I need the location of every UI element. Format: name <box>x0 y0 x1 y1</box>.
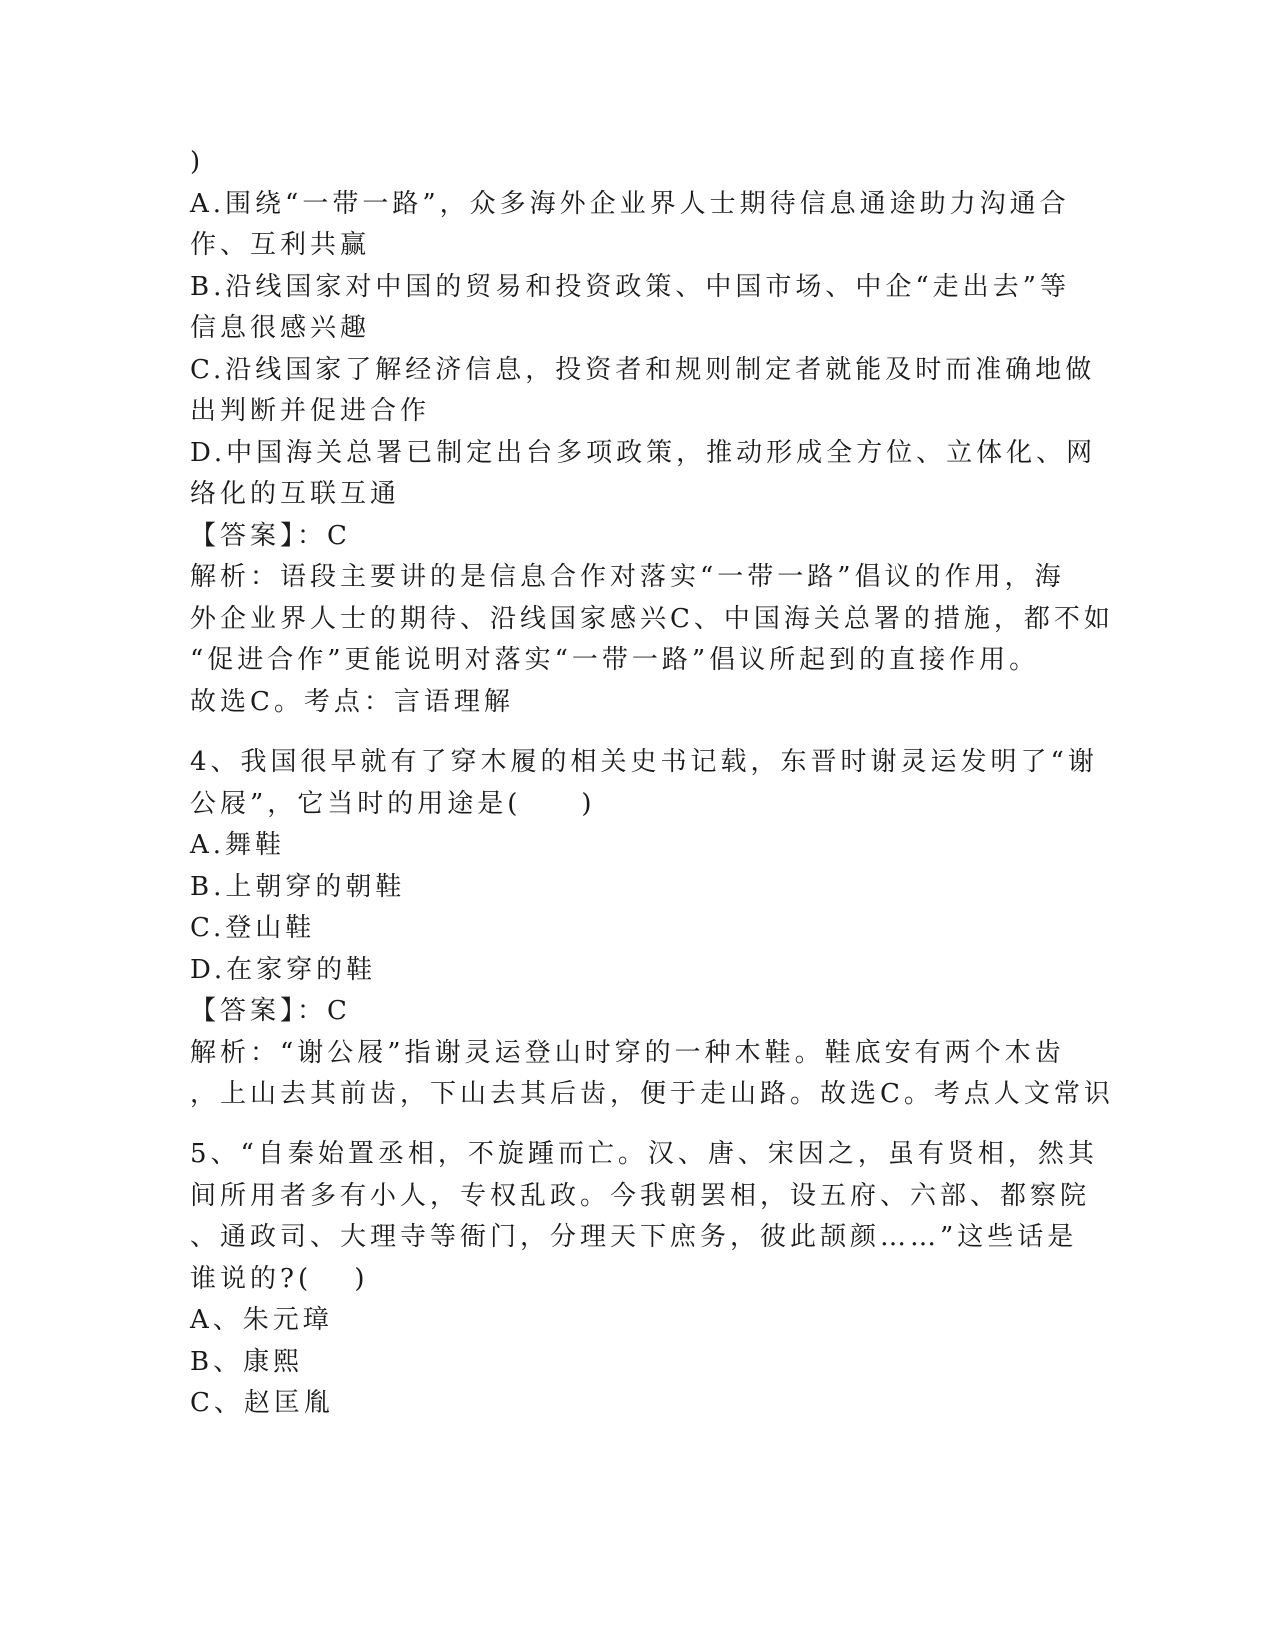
q3-answer: 【答案】：C <box>190 521 351 551</box>
q3-option-a: A.围绕“一带一路”，众多海外企业界人士期待信息通途助力沟通合 <box>190 189 1070 219</box>
q5-option-b: B、康熙 <box>190 1347 304 1377</box>
q3-option-c: C.沿线国家了解经济信息，投资者和规则制定者就能及时而准确地做 <box>190 355 1096 385</box>
q3-option-b: B.沿线国家对中国的贸易和投资政策、中国市场、中企“走出去”等 <box>190 272 1070 302</box>
q3-option-d-cont: 络化的互联互通 <box>190 479 401 509</box>
q4-option-d: D.在家穿的鞋 <box>190 955 377 985</box>
q4-answer: 【答案】：C <box>190 996 351 1026</box>
q5-stem-line2: 间所用者多有小人，专权乱政。今我朝罢相，设五府、六部、都察院 <box>190 1181 1091 1211</box>
q3-option-b-cont: 信息很感兴趣 <box>190 313 371 343</box>
q5-option-a: A、朱元璋 <box>190 1305 333 1335</box>
q4-stem-line1: 4、我国很早就有了穿木履的相关史书记载，东晋时谢灵运发明了“谢 <box>190 747 1098 777</box>
q5-stem-line3: 、通政司、大理寺等衙门，分理天下庶务，彼此颉颜……”这些话是 <box>190 1222 1078 1252</box>
q4-option-c: C.登山鞋 <box>190 913 316 943</box>
q4-analysis-line1: 解析：“谢公屐”指谢灵运登山时穿的一种木鞋。鞋底安有两个木齿 <box>190 1038 1065 1068</box>
q3-analysis-line4: 故选C。考点：言语理解 <box>190 687 514 717</box>
q4-option-a: A.舞鞋 <box>190 830 286 860</box>
q3-option-a-cont: 作、互利共赢 <box>190 230 371 260</box>
q4-stem-line2: 公屐”，它当时的用途是( ) <box>190 789 596 819</box>
q3-analysis-line2: 外企业界人士的期待、沿线国家感兴C、中国海关总署的措施，都不如 <box>190 604 1114 634</box>
q5-stem-line4: 谁说的?( ) <box>190 1264 369 1294</box>
q4-analysis-line2: ，上山去其前齿，下山去其后齿，便于走山路。故选C。考点人文常识 <box>190 1079 1114 1109</box>
q3-option-c-cont: 出判断并促进合作 <box>190 396 431 426</box>
q3-analysis-line1: 解析：语段主要讲的是信息合作对落实“一带一路”倡议的作用，海 <box>190 562 1065 592</box>
q5-option-c: C、赵匡胤 <box>190 1388 334 1418</box>
q3-option-d: D.中国海关总署已制定出台多项政策，推动形成全方位、立体化、网 <box>190 438 1097 468</box>
q4-option-b: B.上朝穿的朝鞋 <box>190 872 406 902</box>
q3-paren-close: ) <box>190 147 205 177</box>
q5-stem-line1: 5、“自秦始置丞相，不旋踵而亡。汉、唐、宋因之，虽有贤相，然其 <box>190 1139 1098 1169</box>
q3-analysis-line3: “促进合作”更能说明对落实“一带一路”倡议所起到的直接作用。 <box>190 645 1040 675</box>
